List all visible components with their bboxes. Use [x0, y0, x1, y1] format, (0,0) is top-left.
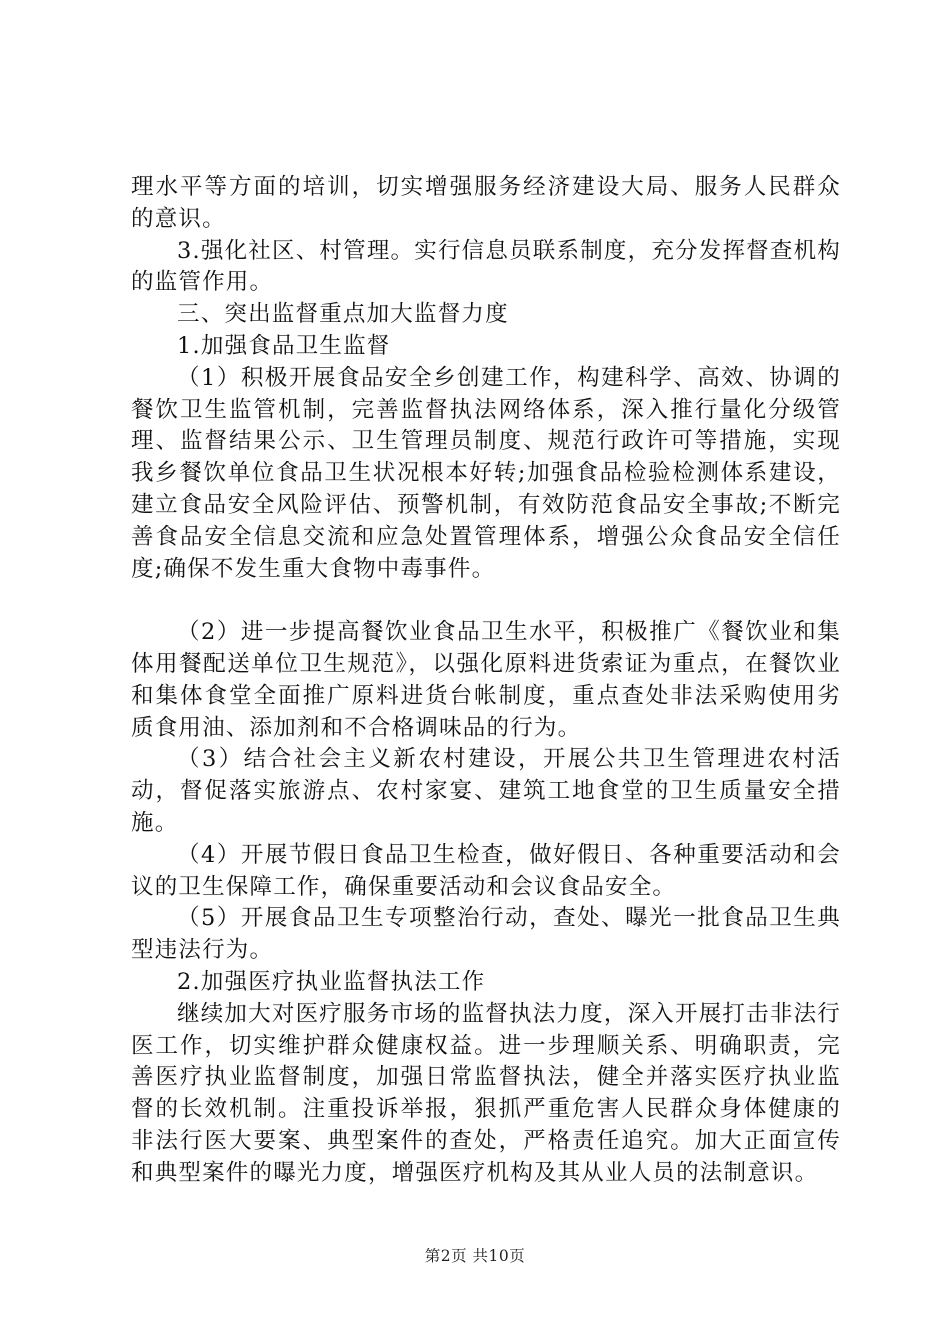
page-number-footer: 第2页 共10页: [424, 1247, 526, 1265]
paragraph-continuation: 理水平等方面的培训，切实增强服务经济建设大局、服务人民群众的意识。: [131, 174, 841, 232]
paragraph-item-1: （1）积极开展食品安全乡创建工作，构建科学、高效、协调的餐饮卫生监管机制，完善监督执法网络体系，深入推行量化分级管理、监督结果公示、卫生管理员制度、规范行政许可等措施，实现我乡餐饮单位食品卫生状况根本好转;加强食品检验检测体系建设，建立食品安全风险评估、预警机制，有效防范食品安全事故;不断完善食品安全信息交流和应急处置管理体系，增强公众食品安全信任度;确保不发生重大食物中毒事件。: [131, 364, 841, 582]
paragraph-item-3: （3）结合社会主义新农村建设，开展公共卫生管理进农村活动，督促落实旅游点、农村家宴、建筑工地食堂的卫生质量安全措施。: [131, 746, 841, 836]
paragraph-item-2: （2）进一步提高餐饮业食品卫生水平，积极推广《餐饮业和集体用餐配送单位卫生规范》，以强化原料进货索证为重点，在餐饮业和集体食堂全面推广原料进货台帐制度，重点查处非法采购使用劣质食用油、添加剂和不合格调味品的行为。: [131, 619, 841, 741]
paragraph-medical-supervision: 继续加大对医疗服务市场的监督执法力度，深入开展打击非法行医工作，切实维护群众健康权益。进一步理顺关系、明确职责，完善医疗执业监督制度，加强日常监督执法，健全并落实医疗执业监督的长效机制。注重投诉举报，狠抓严重危害人民群众身体健康的非法行医大要案、典型案件的查处，严格责任追究。加大正面宣传和典型案件的曝光力度，增强医疗机构及其从业人员的法制意识。: [131, 1000, 841, 1186]
section-heading-3: 三、突出监督重点加大监督力度: [177, 301, 509, 328]
document-body: [131, 172, 841, 1190]
subheading-medical-supervision: 2.加强医疗执业监督执法工作: [177, 968, 486, 995]
subheading-food-hygiene: 1.加强食品卫生监督: [177, 332, 391, 359]
paragraph-item-4: （4）开展节假日食品卫生检查，做好假日、各种重要活动和会议的卫生保障工作，确保重要活动和会议食品安全。: [131, 841, 841, 900]
paragraph-community-management: 3.强化社区、村管理。实行信息员联系制度，充分发挥督查机构的监管作用。: [131, 237, 841, 296]
paragraph-item-5: （5）开展食品卫生专项整治行动，查处、曝光一批食品卫生典型违法行为。: [131, 905, 841, 964]
